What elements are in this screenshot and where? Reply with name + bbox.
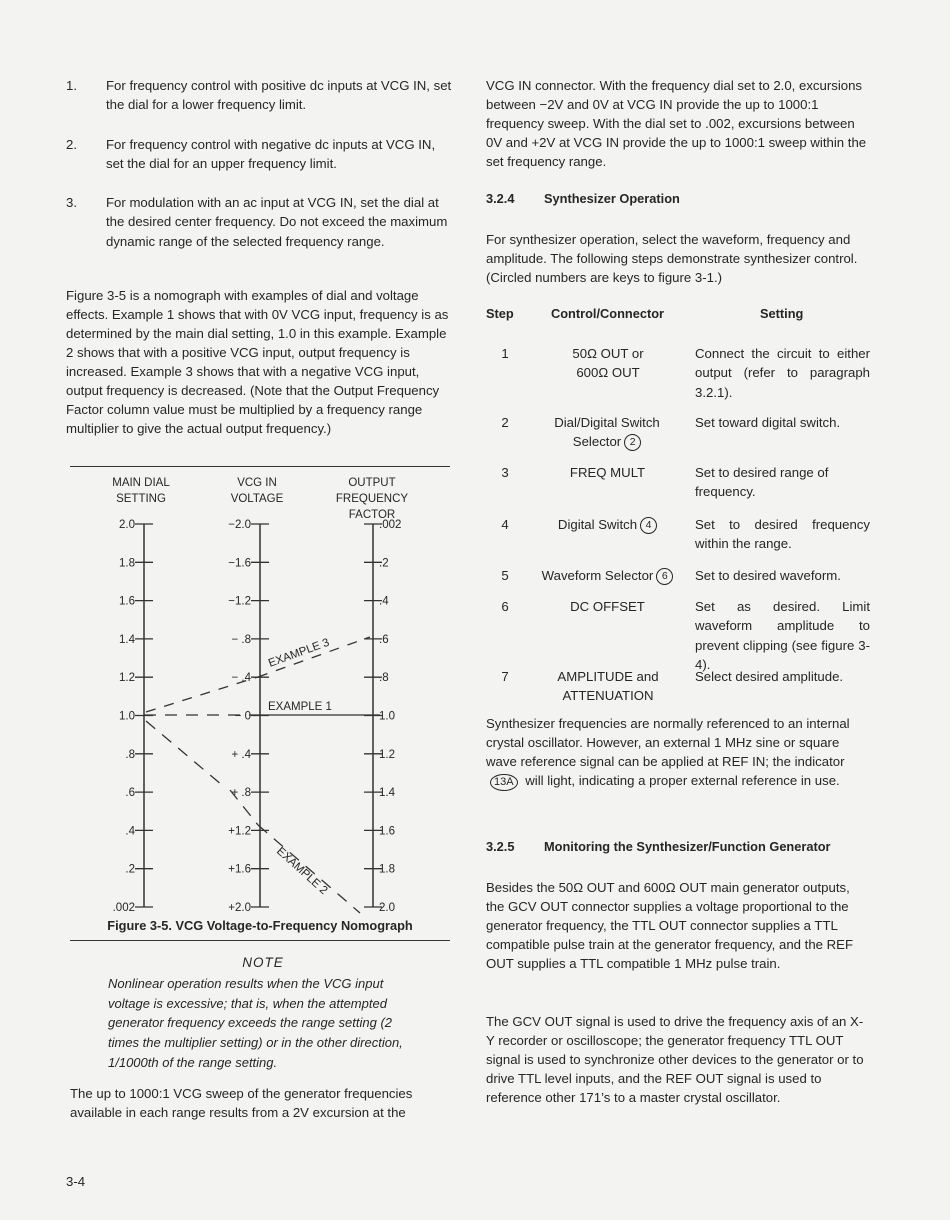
nomograph-tick-label: 1.0: [379, 710, 395, 723]
nomograph-tick-label: .8: [125, 748, 135, 761]
section-heading-3-2-4: [486, 191, 680, 206]
table-cell-control: [525, 463, 690, 482]
table-cell-step: 1: [501, 346, 509, 361]
control-label: Digital Switch: [557, 517, 638, 532]
figure-caption: Figure 3-5. VCG Voltage-to-Frequency Nomograph: [107, 918, 413, 933]
nomograph-tick-label: 1.2: [379, 748, 395, 761]
nomograph-tick-label: .002: [379, 519, 402, 531]
table-cell-control: [558, 344, 658, 383]
nomograph-tick-label: 1.6: [119, 595, 135, 608]
table-cell-step: 2: [501, 415, 509, 430]
table-cell-control: [542, 413, 672, 452]
table-cell-setting: Set to desired range of frequency.: [695, 465, 829, 500]
table-cell-setting: Select desired amplitude.: [695, 669, 844, 684]
table-cell-setting: Set to desired frequency within the range.: [695, 517, 870, 552]
nomograph-tick-label: −1.2: [228, 595, 251, 608]
nomograph-tick-label: + .8: [231, 787, 251, 800]
note-body: Nonlinear operation results when the VCG input voltage is excessive; that is, when the attempted generator frequency exceeds the range setting (2 times the multiplier setting) or in the other direction, 1/1000th of the range setting.: [108, 976, 403, 1070]
table-cell-setting: Set to desired waveform.: [695, 568, 841, 583]
nomograph-tick-label: .002: [112, 902, 135, 914]
note-title: NOTE: [242, 955, 284, 970]
nomograph-tick-label: − .4: [231, 672, 251, 685]
list-item-3: [66, 193, 456, 251]
nomograph-tick-label: 1.4: [379, 787, 395, 800]
table-cell-setting: Connect the circuit to either output (refer to paragraph 3.2.1).: [695, 346, 870, 400]
control-label: Waveform Selector: [541, 568, 654, 583]
nomograph-ticks: [113, 519, 402, 914]
nomograph-examples: [144, 637, 380, 913]
section-title: Monitoring the Synthesizer/Function Generator: [544, 839, 831, 854]
nomograph-tick-label: .2: [125, 863, 135, 876]
example-1-label: EXAMPLE 1: [268, 701, 332, 713]
col2-title-line2: VOLTAGE: [230, 493, 284, 505]
example-3-label: EXAMPLE 3: [266, 636, 332, 670]
control-label: FREQ MULT: [569, 465, 646, 480]
nomograph-intro-paragraph: Figure 3-5 is a nomograph with examples of dial and voltage effects. Example 1 shows that with 0V VCG input, frequency is as determined by the main dial setting, 1.0 in this example. Example 2 shows that with a positive VCG input, output frequency is increased. Example 3 shows that with a negative VCG input, output frequency is decreased. (Note that the Output Frequency Factor column value must be multiplied by a frequency range multiplier to give the actual output frequency.): [66, 288, 449, 436]
table-cell-step: 5: [501, 568, 509, 583]
example-2-line: [146, 721, 222, 785]
nomograph-tick-label: 1.0: [119, 710, 135, 723]
nomograph-tick-label: 1.4: [119, 633, 135, 646]
nomograph-tick-label: .2: [379, 557, 389, 570]
nomograph-tick-label: +2.0: [228, 902, 251, 914]
indicator-key: 13A: [490, 774, 518, 791]
vcg-paragraph: VCG IN connector. With the frequency dial set to 2.0, excursions between −2V and 0V at VCG IN provide the up to 1000:1 frequency sweep. With the dial set to .002, excursions between 0V and +2V at VCG IN provide the up to 1000:1 sweep within the set frequency range.: [486, 78, 867, 169]
table-cell-step: 4: [501, 517, 509, 532]
page-number: 3-4: [66, 1174, 86, 1189]
list-text: For frequency control with negative dc inputs at VCG IN, set the dial for an upper frequency limit.: [106, 137, 436, 172]
control-label: AMPLITUDE and ATTENUATION: [557, 669, 659, 704]
list-number: 2.: [66, 137, 77, 152]
nomograph-tick-label: + .4: [231, 748, 251, 761]
outputs-paragraph: Besides the 50Ω OUT and 600Ω OUT main generator outputs, the GCV OUT connector supplies a voltage proportional to the generator frequency, the TTL OUT connector supplies a TTL compatible pulse train at the generator frequency, and the REF OUT supplies a TTL compatible 1 MHz pulse train.: [486, 880, 854, 971]
list-text: For modulation with an ac input at VCG IN, set the dial at the desired center frequency. Do not exceed the maximum dynamic range of the selected frequency range.: [106, 195, 448, 249]
nomograph-tick-label: .8: [379, 672, 389, 685]
figure-key-circle: 6: [656, 568, 673, 585]
reference-text: Synthesizer frequencies are normally referenced to an internal crystal oscillator. However, an external 1 MHz sine or square wave reference signal can be applied at REF IN; the indicator: [486, 716, 850, 769]
example-2-label: EXAMPLE 2: [273, 845, 330, 898]
example-3-line: [146, 677, 258, 712]
section-number: 3.2.4: [486, 191, 515, 206]
nomograph-tick-label: 1.8: [119, 557, 135, 570]
nomograph-tick-label: .4: [125, 825, 135, 838]
gcv-paragraph: The GCV OUT signal is used to drive the frequency axis of an X-Y recorder or oscilloscope; the generator frequency TTL OUT signal is used to synchronize other devices to the generator or to drive TTL level inputs, and the REF OUT signal is used to reference other 171’s to a master crystal oscillator.: [486, 1014, 864, 1105]
control-label: 50Ω OUT or 600Ω OUT: [572, 346, 644, 381]
control-label: Dial/Digital Switch Selector: [554, 415, 660, 450]
table-cell-step: 6: [501, 599, 509, 614]
nomograph-tick-label: +1.2: [228, 825, 251, 838]
table-cell-control: [525, 597, 690, 616]
table-cell-setting: Set as desired. Limit waveform amplitude to prevent clipping (see figure 3-4).: [695, 599, 870, 672]
nomograph-tick-label: 2.0: [119, 519, 135, 531]
col3-title-line2: FREQUENCY: [335, 493, 409, 505]
nomograph-tick-label: +1.6: [228, 863, 251, 876]
table-cell-setting: Set toward digital switch.: [695, 415, 841, 430]
table-cell-step: 7: [501, 669, 509, 684]
nomograph-tick-label: .6: [125, 787, 135, 800]
table-cell-step: 3: [501, 465, 509, 480]
figure-bottom-rule: [70, 940, 450, 941]
table-header-step: Step: [486, 306, 514, 321]
nomograph-tick-label: −2.0: [228, 519, 251, 531]
nomograph-tick-label: 2.0: [379, 902, 395, 914]
nomograph-tick-label: − 0: [234, 710, 251, 723]
table-cell-control: [525, 515, 690, 534]
synth-intro-paragraph: For synthesizer operation, select the waveform, frequency and amplitude. The following steps demonstrate synthesizer control. (Circled numbers are keys to figure 3-1.): [486, 232, 858, 285]
table-header-control: Control/Connector: [551, 306, 665, 321]
figure-key-circle: 4: [640, 517, 657, 534]
col3-title-line1: OUTPUT: [348, 477, 396, 489]
table-cell-control: [525, 566, 690, 585]
nomograph-tick-label: 1.8: [379, 863, 395, 876]
col1-title-line2: SETTING: [116, 493, 166, 505]
nomograph-tick-label: 1.2: [119, 672, 135, 685]
nomograph-figure: [70, 465, 450, 945]
nomograph-tick-label: 1.6: [379, 825, 395, 838]
list-item-1: [66, 76, 456, 115]
section-number: 3.2.5: [486, 839, 515, 854]
list-number: 3.: [66, 195, 77, 210]
nomograph-tick-label: − .8: [231, 633, 251, 646]
list-number: 1.: [66, 78, 77, 93]
nomograph-tick-label: −1.6: [228, 557, 251, 570]
sweep-paragraph: The up to 1000:1 VCG sweep of the generator frequencies available in each range results from a 2V excursion at the: [70, 1086, 413, 1120]
section-heading-3-2-5: [486, 839, 831, 854]
list-item-2: [66, 135, 456, 174]
section-title: Synthesizer Operation: [544, 191, 680, 206]
nomograph-tick-label: .6: [379, 633, 389, 646]
control-label: DC OFFSET: [570, 599, 645, 614]
col2-title-line1: VCG IN: [237, 477, 277, 489]
col3-title-line3: FACTOR: [348, 509, 396, 521]
col1-title-line1: MAIN DIAL: [112, 477, 170, 489]
list-text: For frequency control with positive dc inputs at VCG IN, set the dial for a lower frequency limit.: [106, 78, 452, 113]
table-cell-control: [543, 667, 673, 706]
reference-text-end: will light, indicating a proper external reference in use.: [525, 773, 840, 788]
nomograph-tick-label: .4: [379, 595, 389, 608]
figure-key-circle: 2: [624, 434, 641, 451]
reference-paragraph: [486, 714, 870, 791]
table-header-setting: Setting: [760, 306, 804, 321]
